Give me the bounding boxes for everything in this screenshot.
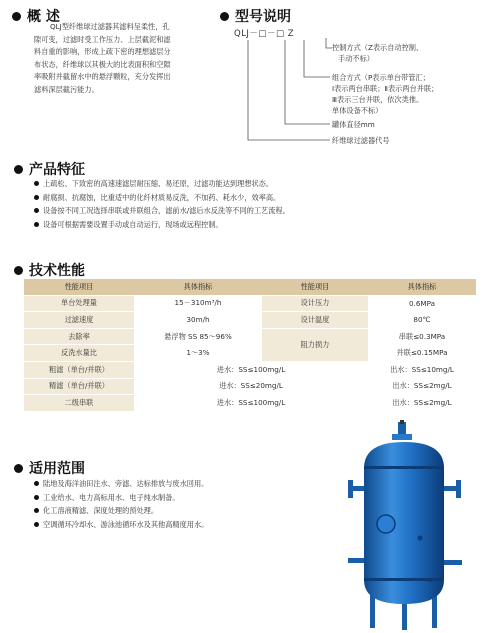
table-header-cell: 具体指标 [134,279,262,295]
list-item: 工业给水、电力高标用水、电子纯水制备。 [34,491,294,505]
table-cell: 串联≤0.3MPa [368,328,476,345]
bullet-icon [34,495,39,500]
table-row [24,345,476,362]
table-cell: 出水：SS≤10mg/L [368,361,476,378]
table-cell: 30m/h [134,312,262,329]
table-cell: 过滤速度 [24,312,134,329]
bullet-icon [34,208,39,213]
bullet-icon [220,12,229,21]
filter-tank-image [340,420,470,630]
overview-line: 率吸附并截留水中的悬浮颗粒，充分发挥出 [34,72,171,81]
overview-line: 料自重的影响，形成上疏下密的理想滤层分 [34,47,171,56]
table-cell: 进水：SS≤100mg/L [134,395,368,412]
model-code: QLJ－□－□ Z [234,29,295,39]
bullet-icon [34,522,39,527]
list-item: 耐腐损、抗腐蚀，比重适中的化纤材质易反洗，不加药、耗水少，效率高。 [34,191,474,205]
overview-line: 布状态，纤维球以其极大的比表面积和空隙 [34,59,171,69]
list-item: 设备按不同工况选择串联或并联组合，滤前水/滤后水反洗等不同的工艺流程。 [34,204,474,218]
table-header-cell: 具体指标 [368,279,476,295]
spec-table [24,279,476,412]
apps-list [34,477,294,531]
table-row [24,328,476,345]
tech-title: 技术性能 [14,260,85,280]
list-item: 化工溶液精滤、深度处理的预处理。 [34,504,294,518]
overview-line: 隙可变，过滤时受工作压力、上层截泥和滤 [34,34,171,44]
table-cell: 并联≤0.15MPa [368,345,476,362]
table-cell: 阻力损力 [262,328,368,361]
model-combination-label: 组合方式（P表示单台带管汇； Ⅰ表示两台串联；Ⅱ表示两台并联； Ⅲ表示三台并联，依次类推。 单体设备不标） [332,73,439,115]
bullet-icon [34,195,39,200]
table-cell: 进水：SS≤100mg/L [134,361,368,378]
bullet-icon [34,222,39,227]
table-cell: 出水：SS≤2mg/L [368,395,476,412]
bullet-icon [14,464,23,473]
table-row [24,395,476,412]
table-cell: 悬浮物 SS 85～96% [134,328,262,345]
table-cell: 出水：SS≤2mg/L [368,378,476,395]
bullet-icon [34,508,39,513]
table-cell: 设计温度 [262,312,368,329]
overview-line: QLJ型纤维球过滤器其滤料呈柔性，孔 [50,22,170,31]
table-row [24,361,476,378]
apps-title: 适用范围 [14,458,85,478]
table-cell: 二级串联 [24,395,134,412]
overview-paragraph [34,21,234,96]
list-item: 陆地及海洋油田注水、旁滤、达标排放与废水回用。 [34,477,294,491]
table-cell: 单台处理量 [24,295,134,312]
bullet-icon [34,181,39,186]
table-header-row [24,279,476,295]
model-diagram-lines [230,36,340,148]
table-cell: 15－310m³/h [134,295,262,312]
list-item: 设备可根据需要设置手动或自动运行，现场或远程控制。 [34,218,474,232]
bullet-icon [12,12,21,21]
table-row [24,295,476,312]
features-title: 产品特征 [14,159,85,179]
list-item: 空调循环冷却水、游泳池循环水及其他高精度用水。 [34,518,294,532]
table-cell: 反洗水量比 [24,345,134,362]
table-cell: 设计压力 [262,295,368,312]
table-cell: 粗滤（单台/并联） [24,361,134,378]
list-item: 上疏松、下致密的高速速滤层耐压缩、易还原，过滤功能达到理想状态。 [34,177,474,191]
table-cell: 精滤（单台/并联） [24,378,134,395]
overview-title: 概 述 [12,6,60,26]
bullet-icon [14,165,23,174]
model-control-label: 控制方式（Z表示自动控制、 手动不标） [332,43,424,63]
model-code-label: 纤维球过滤器代号 [332,136,390,145]
features-list [34,177,474,231]
overview-line: 滤料深层截污能力。 [34,84,99,94]
model-diameter-label: 罐体直径mm [332,120,375,129]
table-cell: 0.6MPa [368,295,476,312]
table-row [24,312,476,329]
table-header-cell: 性能项目 [262,279,368,295]
table-cell: 进水：SS≤20mg/L [134,378,368,395]
model-title: 型号说明 [220,6,291,26]
table-cell: 80℃ [368,312,476,329]
table-header-cell: 性能项目 [24,279,134,295]
table-cell: 1～3% [134,345,262,362]
bullet-icon [34,481,39,486]
table-row [24,378,476,395]
table-cell: 去除率 [24,328,134,345]
bullet-icon [14,266,23,275]
